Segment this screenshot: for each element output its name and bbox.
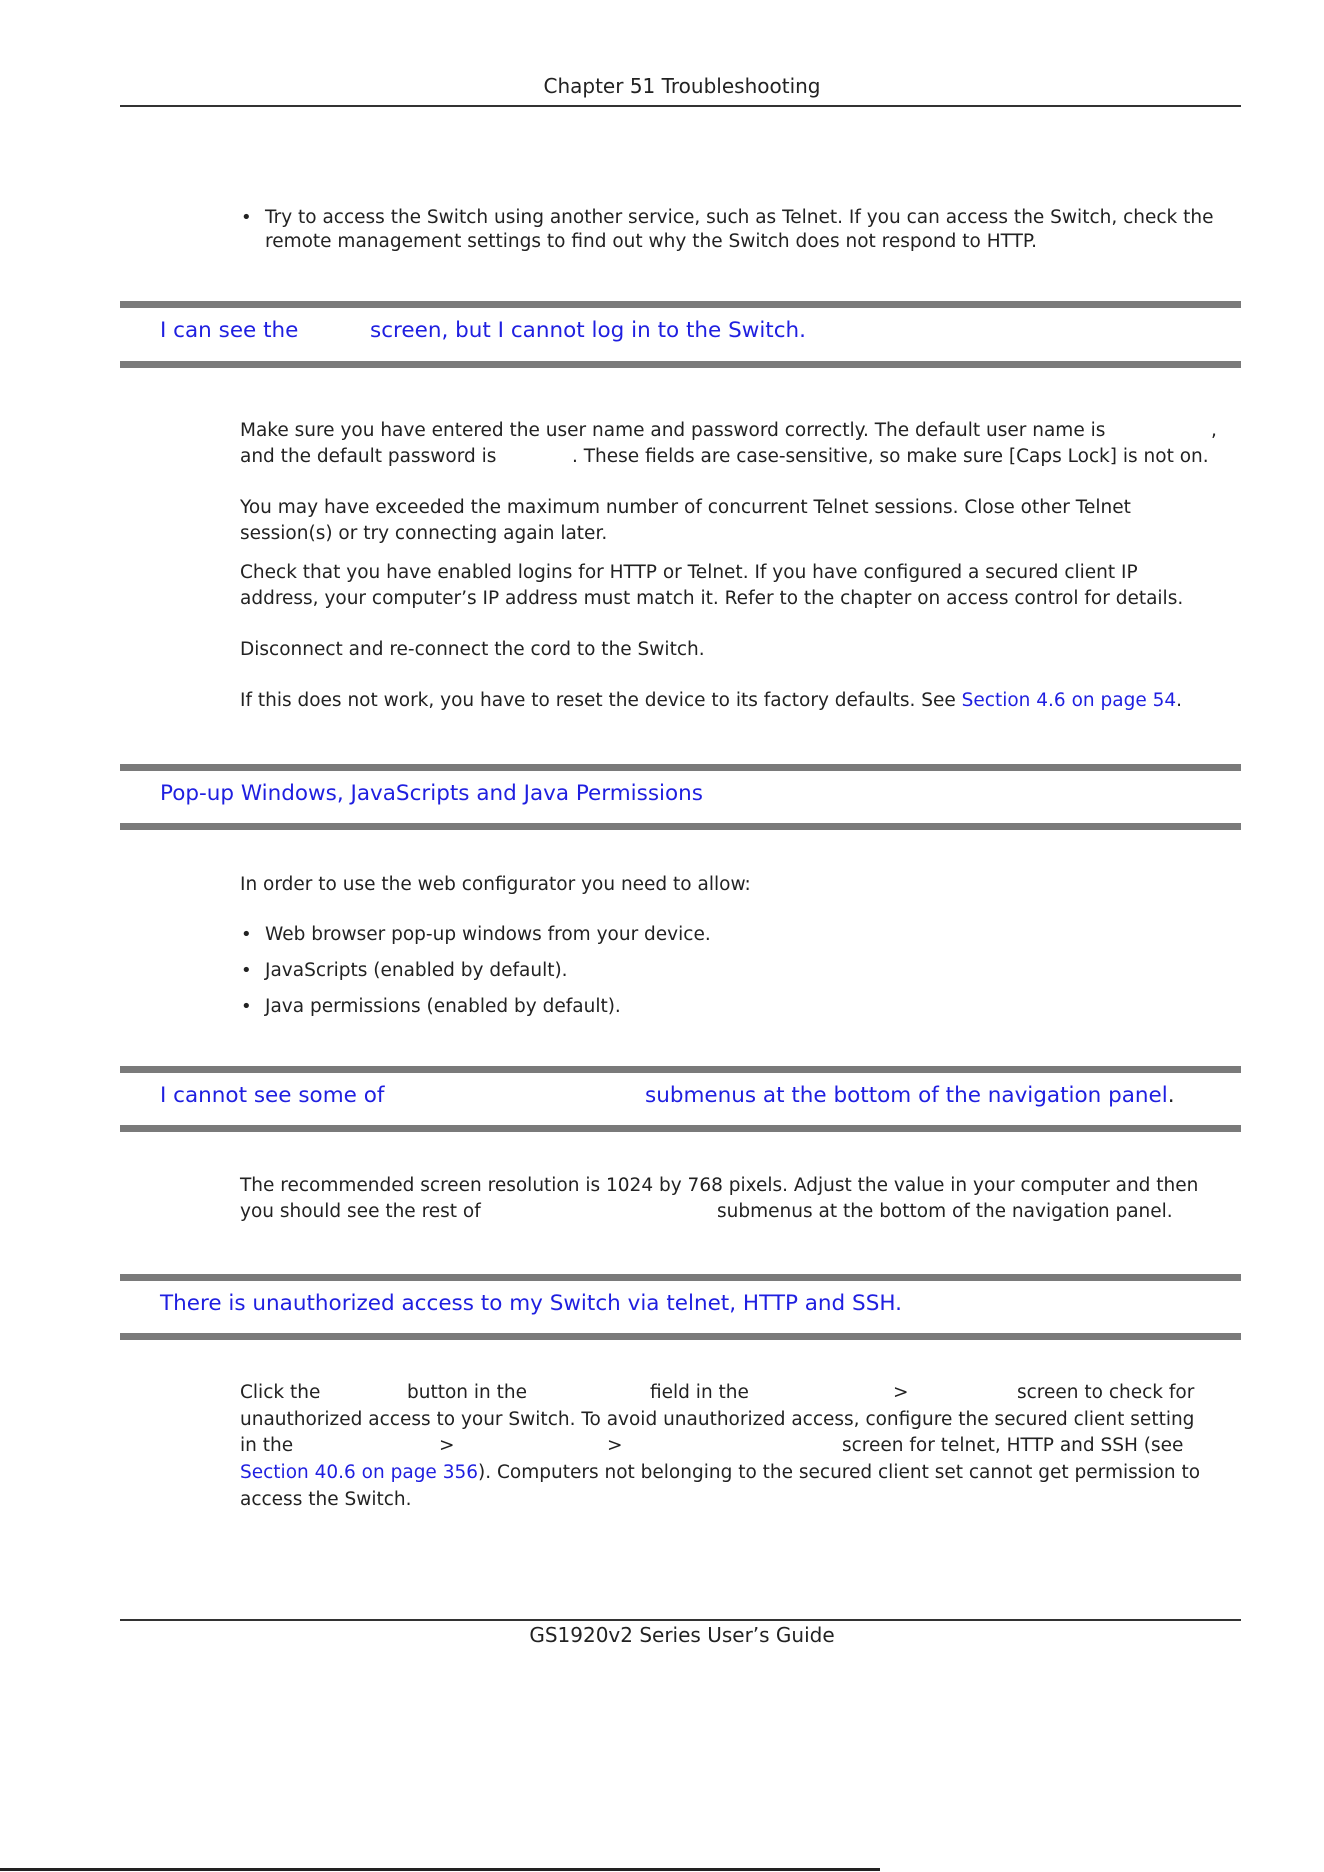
section-rule-bottom <box>120 1333 1241 1340</box>
paragraph-line: > <box>607 1435 623 1456</box>
paragraph-text: . <box>1176 690 1183 711</box>
section-heading-unauthorized: There is unauthorized access to my Switch via telnet, HTTP and SSH. <box>160 1291 902 1316</box>
bullet-dot: • <box>241 924 252 945</box>
paragraph-line: you should see the rest of <box>240 1201 481 1222</box>
paragraph-line: > <box>893 1382 909 1403</box>
section-rule-top <box>120 1274 1241 1281</box>
list-item: JavaScripts (enabled by default). <box>265 960 568 981</box>
paragraph-line: , <box>1211 420 1217 441</box>
paragraph-line: The recommended screen resolution is 1024 by 768 pixels. Adjust the value in your computer and then <box>240 1175 1199 1196</box>
paragraph-line: . These fields are case-sensitive, so make sure [Caps Lock] is not on. <box>572 446 1209 467</box>
section-heading-login-part2: screen, but I cannot log in to the Switch. <box>370 318 807 343</box>
header-rule <box>120 105 1241 107</box>
paragraph-line: and the default password is <box>240 446 497 467</box>
bullet-dot: • <box>241 960 252 981</box>
paragraph-text: If this does not work, you have to reset the device to its factory defaults. See <box>240 690 956 711</box>
bullet-dot: • <box>241 207 252 228</box>
paragraph-line: In order to use the web configurator you need to allow: <box>240 874 751 895</box>
paragraph-line: session(s) or try connecting again later. <box>240 523 608 544</box>
section-40-6-link[interactable]: Section 40.6 on page 356 <box>240 1462 479 1483</box>
paragraph-line: Make sure you have entered the user name and password correctly. The default user name is <box>240 420 1106 441</box>
bullet-dot: • <box>241 996 252 1017</box>
paragraph-text: ). Computers not belonging to the secured client set cannot get permission to <box>478 1462 1201 1483</box>
section-4-6-link[interactable]: Section 4.6 on page 54 <box>961 690 1177 711</box>
paragraph-line: unauthorized access to your Switch. To avoid unauthorized access, configure the secured client setting <box>240 1409 1195 1430</box>
paragraph-line <box>240 1462 1200 1483</box>
section-rule-bottom <box>120 823 1241 830</box>
paragraph-line <box>240 690 1182 711</box>
list-item: Java permissions (enabled by default). <box>265 996 621 1017</box>
paragraph-line: screen for telnet, HTTP and SSH (see <box>842 1435 1184 1456</box>
section-rule-bottom <box>120 361 1241 368</box>
paragraph-line: in the <box>240 1435 294 1456</box>
paragraph-line: submenus at the bottom of the navigation panel. <box>717 1201 1173 1222</box>
section-heading-submenus-part2: submenus at the bottom of the navigation panel. <box>645 1083 1175 1108</box>
paragraph-line: screen to check for <box>1017 1382 1195 1403</box>
section-rule-top <box>120 1066 1241 1073</box>
section-heading-login-part1: I can see the <box>160 318 299 343</box>
paragraph-line: address, your computer’s IP address must match it. Refer to the chapter on access control for details. <box>240 588 1184 609</box>
intro-bullet-line2: remote management settings to find out why the Switch does not respond to HTTP. <box>265 231 1038 252</box>
section-rule-top <box>120 301 1241 308</box>
section-rule-top <box>120 764 1241 771</box>
paragraph-line: field in the <box>650 1382 749 1403</box>
paragraph-line: access the Switch. <box>240 1489 412 1510</box>
paragraph-line: button in the <box>407 1382 528 1403</box>
page-footer-title: GS1920v2 Series User’s Guide <box>529 1623 835 1647</box>
paragraph-line: You may have exceeded the maximum number of concurrent Telnet sessions. Close other Telnet <box>240 497 1131 518</box>
footer-rule <box>120 1619 1241 1621</box>
paragraph-line: Check that you have enabled logins for HTTP or Telnet. If you have configured a secured client IP <box>240 562 1138 583</box>
section-heading-submenus-part1: I cannot see some of <box>160 1083 385 1108</box>
section-rule-bottom <box>120 1125 1241 1132</box>
page-bottom-bar <box>0 1868 880 1871</box>
list-item: Web browser pop-up windows from your device. <box>265 924 711 945</box>
intro-bullet-line1: Try to access the Switch using another service, such as Telnet. If you can access the Switch, check the <box>265 207 1214 228</box>
section-heading-popup: Pop-up Windows, JavaScripts and Java Permissions <box>160 781 704 806</box>
paragraph-line: > <box>439 1435 455 1456</box>
page-header-title: Chapter 51 Troubleshooting <box>543 74 821 98</box>
paragraph-line: Click the <box>240 1382 321 1403</box>
paragraph-line: Disconnect and re-connect the cord to the Switch. <box>240 639 705 660</box>
